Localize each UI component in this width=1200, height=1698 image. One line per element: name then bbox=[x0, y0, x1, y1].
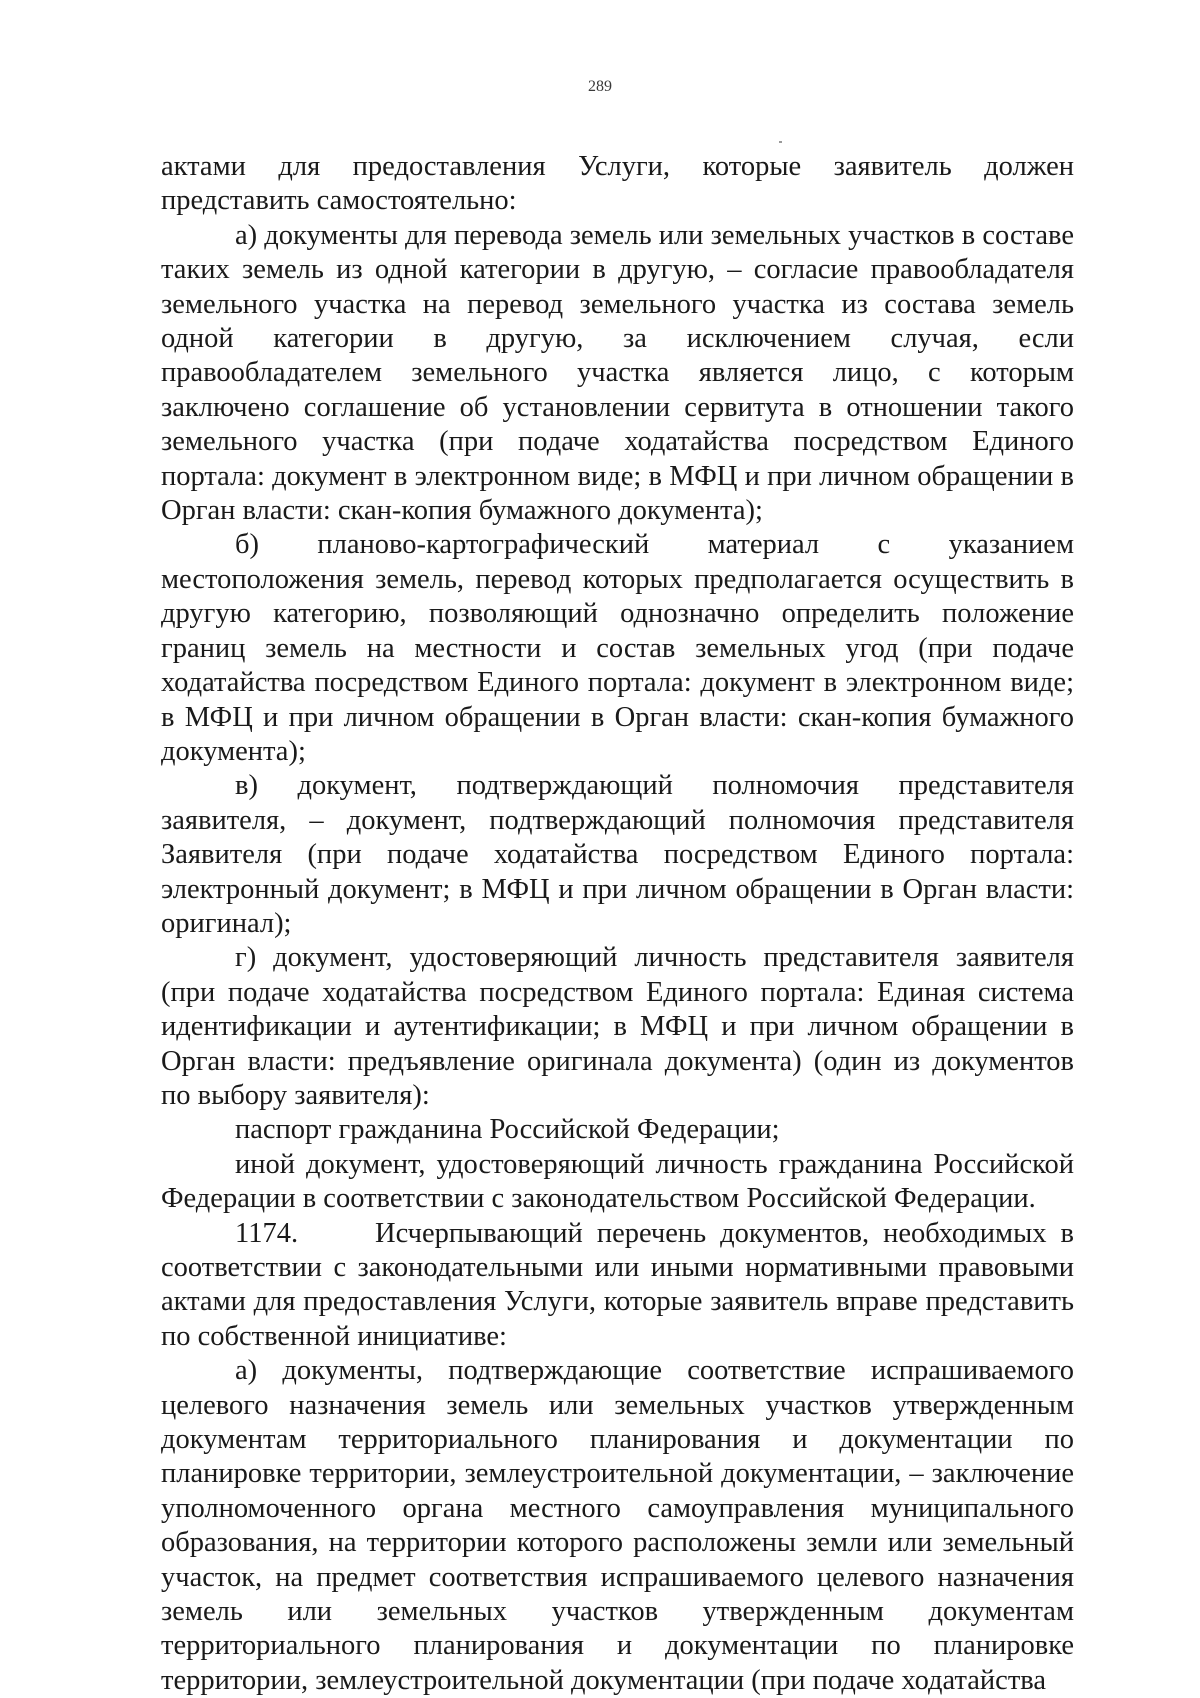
scan-artifact bbox=[779, 141, 782, 143]
paragraph-text: а) документы, подтверждающие соответствие испрашиваемого целевого назначения земель или земельных участков утвержденным документам территориального планирования и документации по планировке территории, землеустроительной документации, – заключение уполномоченного органа местного самоуправления муниципального образования, на территории которого расположены земли или земельный участок, на предмет соответствия испрашиваемого целевого назначения земель или земельных участков утвержденным документам территориального планирования и документации по планировке территории, землеустроительной документации (при подаче ходатайства bbox=[161, 1355, 1074, 1696]
paragraph bbox=[161, 150, 1074, 219]
document-body bbox=[161, 150, 1074, 1698]
paragraph-text: паспорт гражданина Российской Федерации; bbox=[235, 1114, 780, 1146]
paragraph bbox=[161, 528, 1074, 769]
paragraph-text: Исчерпывающий перечень документов, необходимых в соответствии с законодательными или иными нормативными правовыми актами для предоставления Услуги, которые заявитель вправе представить по собственной инициативе: bbox=[161, 1217, 1074, 1352]
paragraph-text: иной документ, удостоверяющий личность гражданина Российской Федерации в соответствии с законодательством Российской Федерации. bbox=[161, 1148, 1074, 1215]
paragraph-text: в) документ, подтверждающий полномочия представителя заявителя, – документ, подтверждающий полномочия представителя Заявителя (при подаче ходатайства посредством Единого портала: электронный документ; в МФЦ и при личном обращении в Орган власти: оригинал); bbox=[161, 770, 1074, 939]
paragraph-text: актами для предоставления Услуги, которые заявитель должен представить самостоятельно: bbox=[161, 151, 1074, 217]
paragraph-text: г) документ, удостоверяющий личность представителя заявителя (при подаче ходатайства посредством Единого портала: Единая система идентификации и аутентификации; в МФЦ и при личном обращении в Орган власти: предъявление оригинала документа) (один из документов по выбору заявителя): bbox=[161, 942, 1074, 1111]
paragraph-text: а) документы для перевода земель или земельных участков в составе таких земель из одной категории в другую, – согласие правообладателя земельного участка на перевод земельного участка из состава земель одной категории в другую, за исключением случая, если правообладателем земельного участка является лицо, с которым заключено соглашение об установлении сервитута в отношении такого земельного участка (при подаче ходатайства посредством Единого портала: документ в электронном виде; в МФЦ и при личном обращении в Орган власти: скан-копия бумажного документа); bbox=[161, 219, 1074, 527]
paragraph bbox=[161, 941, 1074, 1113]
paragraph bbox=[161, 1113, 1074, 1147]
page-number: 289 bbox=[588, 78, 612, 95]
paragraph bbox=[161, 1217, 1074, 1355]
paragraph bbox=[161, 1148, 1074, 1217]
clause-number: 1174. bbox=[235, 1217, 299, 1249]
paragraph bbox=[161, 769, 1074, 941]
paragraph bbox=[161, 219, 1074, 529]
paragraph bbox=[161, 1354, 1074, 1698]
paragraph-text: б) планово-картографический материал с указанием местоположения земель, перевод которых предполагается осуществить в другую категорию, позволяющий однозначно определить положение границ земель на местности и состав земельных угод (при подаче ходатайства посредством Единого портала: документ в электронном виде; в МФЦ и при личном обращении в Орган власти: скан-копия бумажного документа); bbox=[161, 529, 1074, 767]
